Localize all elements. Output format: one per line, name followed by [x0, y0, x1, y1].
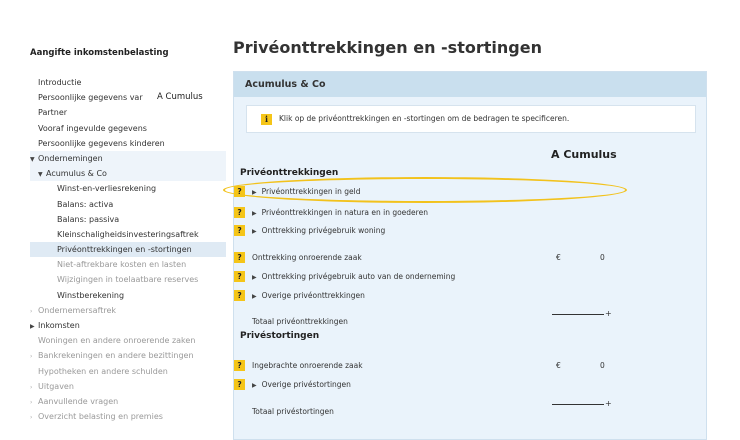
row-real-estate-withdrawal [234, 252, 707, 266]
sidebar-item-winstberekening[interactable] [30, 288, 226, 303]
sidebar-item-niet-aftrekbare-kosten[interactable] [30, 257, 226, 272]
help-icon[interactable]: ? [234, 360, 245, 371]
help-icon[interactable]: ? [234, 290, 245, 301]
sidebar-item-label: Aanvullende vragen [38, 396, 119, 406]
sidebar-item-vooraf-ingevulde-gegevens[interactable] [30, 121, 226, 136]
chevron-down-icon: ▼ [38, 171, 43, 179]
sidebar-item-inkomsten[interactable] [30, 318, 226, 333]
sidebar-item-label: Woningen en andere onroerende zaken [38, 336, 196, 346]
help-icon[interactable]: ? [234, 225, 245, 236]
row-label: Ingebrachte onroerende zaak [252, 361, 363, 370]
sidebar-item-label: Uitgaven [38, 381, 74, 391]
taxpayer-name: A Cumulus [157, 92, 203, 103]
chevron-right-icon: › [30, 307, 33, 315]
sidebar-item-label: Winstberekening [57, 290, 125, 300]
row-label: Onttrekking privégebruik woning [261, 226, 386, 235]
help-icon[interactable]: ? [234, 207, 245, 218]
sidebar-item-partner[interactable] [30, 105, 226, 120]
sidebar-item-label: Overzicht belasting en premies [38, 412, 163, 422]
expand-link-deposits-other[interactable] [252, 379, 351, 391]
sidebar-item-label: Persoonlijke gegevens var [38, 93, 143, 103]
sidebar-item-overzicht-belasting[interactable] [30, 409, 226, 424]
sidebar-item-label: Hypotheken en andere schulden [38, 366, 168, 376]
sidebar-item-ondernemingen[interactable] [30, 151, 226, 166]
expand-link-withdrawals-car[interactable] [252, 271, 455, 283]
row-real-estate-deposit [234, 360, 707, 374]
sidebar-item-winst-en-verliesrekening[interactable] [30, 181, 226, 196]
total-withdrawals-label: Totaal privéonttrekkingen [252, 317, 348, 326]
sidebar-item-label: Winst-en-verliesrekening [57, 184, 157, 194]
sidebar-item-persoonlijke-gegevens-kinderen[interactable] [30, 136, 226, 151]
row-label: Overige privéonttrekkingen [261, 291, 365, 300]
sidebar-item-label: Introductie [38, 78, 82, 87]
sidebar-item-hypotheken[interactable] [30, 364, 226, 379]
expand-link-withdrawals-other[interactable] [252, 290, 365, 302]
expand-link-withdrawals-kind[interactable] [252, 207, 428, 219]
row-withdrawals-other [234, 290, 707, 304]
chevron-right-icon: › [30, 353, 33, 361]
sidebar-item-label: Balans: activa [57, 199, 114, 209]
sidebar-item-woningen[interactable] [30, 333, 226, 348]
total-deposits-label: Totaal privéstortingen [252, 407, 334, 416]
info-icon: i [261, 114, 272, 125]
enterprise-panel [233, 71, 707, 440]
panel-title: Acumulus & Co [234, 72, 706, 97]
info-box [246, 105, 696, 133]
plus-sign: + [605, 399, 612, 408]
sidebar-item-introductie[interactable] [30, 75, 226, 90]
amount-value: 0 [600, 253, 605, 262]
sidebar-item-acumulus-co[interactable] [30, 166, 226, 181]
chevron-right-icon: › [30, 414, 33, 422]
sidebar-item-label: Persoonlijke gegevens kinderen [38, 138, 165, 148]
caret-right-icon: ▶ [252, 274, 257, 281]
row-deposits-other [234, 379, 707, 393]
sidebar-item-label: Ondernemingen [38, 153, 103, 163]
help-icon[interactable]: ? [234, 252, 245, 263]
info-text: Klik op de privéonttrekkingen en -stortingen om de bedragen te specificeren. [279, 114, 570, 123]
row-withdrawals-car [234, 271, 707, 285]
column-header-taxpayer: A Cumulus [551, 148, 617, 161]
sidebar-item-priveonttrekkingen[interactable] [30, 242, 226, 257]
plus-sign: + [605, 309, 612, 318]
row-label: Privéonttrekkingen in geld [261, 187, 361, 196]
help-icon[interactable]: ? [234, 186, 245, 197]
section-title-deposits: Privéstortingen [240, 331, 320, 341]
row-label: Privéonttrekkingen in natura en in goederen [261, 208, 428, 217]
sum-line [552, 314, 604, 315]
row-withdrawals-cash [234, 186, 707, 200]
row-withdrawals-kind [234, 207, 707, 221]
sidebar-item-persoonlijke-gegevens[interactable] [30, 90, 226, 105]
row-label: Onttrekking onroerende zaak [252, 253, 362, 262]
row-label: Onttrekking privégebruik auto van de onderneming [261, 272, 456, 281]
sidebar-item-kleinschaligheidsinvesteringsaftrek[interactable] [30, 227, 226, 242]
sidebar-item-label: Kleinschaligheidsinvesteringsaftrek [57, 229, 199, 239]
caret-right-icon: ▶ [252, 210, 257, 217]
page-title: Privéonttrekkingen en -stortingen [233, 38, 542, 57]
sidebar-item-label: Vooraf ingevulde gegevens [38, 123, 147, 133]
sidebar-navigation [30, 48, 226, 440]
chevron-right-icon: › [30, 383, 33, 391]
sidebar-item-label: Acumulus & Co [46, 169, 107, 179]
currency-symbol: € [556, 253, 561, 262]
expand-link-withdrawals-home[interactable] [252, 225, 385, 237]
sidebar-item-uitgaven[interactable] [30, 379, 226, 394]
sidebar-item-bankrekeningen[interactable] [30, 348, 226, 363]
sidebar-item-label: Partner [38, 108, 68, 118]
sidebar-item-label: Bankrekeningen en andere bezittingen [38, 351, 194, 361]
sidebar-item-label: Privéonttrekkingen en -stortingen [57, 245, 192, 255]
amount-value: 0 [600, 361, 605, 370]
help-icon[interactable]: ? [234, 379, 245, 390]
sidebar-title: Aangifte inkomstenbelasting [30, 48, 169, 58]
currency-symbol: € [556, 361, 561, 370]
sidebar-item-balans-passiva[interactable] [30, 212, 226, 227]
caret-right-icon: ▶ [252, 228, 257, 235]
sidebar-item-label: Wijzigingen in toelaatbare reserves [57, 275, 199, 285]
chevron-right-icon: › [30, 398, 33, 406]
caret-right-icon: ▶ [30, 323, 35, 330]
row-withdrawals-home [234, 225, 707, 239]
sidebar-item-label: Inkomsten [38, 321, 80, 330]
sidebar-item-label: Balans: passiva [57, 214, 120, 224]
sidebar-item-label: Ondernemersaftrek [38, 305, 117, 315]
caret-right-icon: ▶ [252, 189, 257, 196]
sidebar-item-aanvullende-vragen[interactable] [30, 394, 226, 409]
row-label: Overige privéstortingen [261, 380, 351, 389]
section-title-withdrawals: Privéonttrekkingen [240, 168, 339, 178]
chevron-down-icon: ▼ [30, 155, 35, 163]
sidebar-item-balans-activa[interactable] [30, 197, 226, 212]
sidebar-item-label: Niet-aftrekbare kosten en lasten [57, 260, 187, 270]
help-icon[interactable]: ? [234, 271, 245, 282]
sidebar-item-wijzigingen-reserves[interactable] [30, 272, 226, 287]
caret-right-icon: ▶ [252, 293, 257, 300]
caret-right-icon: ▶ [252, 382, 257, 389]
sum-line [552, 404, 604, 405]
expand-link-withdrawals-cash[interactable] [252, 186, 360, 198]
sidebar-item-ondernemersaftrek[interactable] [30, 303, 226, 318]
